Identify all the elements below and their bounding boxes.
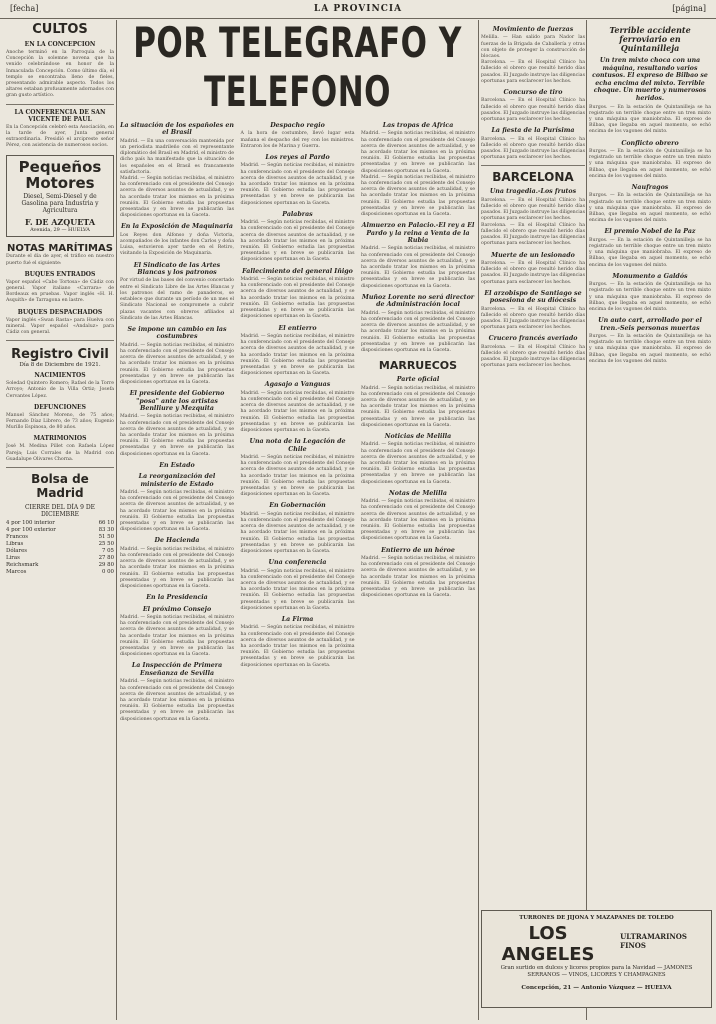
story-text: Burgos. — En la estación de Quintanilleja se ha registrado un terrible choque entre un tren mixto y una máquina que maniobraba. El expreso de Bilbao, que llegaba en aquel momento, se echó encima de los vagones del mixto. (589, 193, 711, 224)
notas-text: Durante el día de ayer, el tráfico en nuestro puerto fué el siguiente: (6, 254, 114, 266)
bolsa-table (6, 520, 114, 576)
bolsa-row-name: Marcos (6, 569, 27, 576)
story-heading: Despacho regio (270, 122, 325, 129)
cultos-heading: CULTOS (32, 22, 88, 37)
story-heading: Se impone un cambio en las costumbres (127, 325, 227, 341)
story-text: Burgos. — En la estación de Quintanilleja se ha registrado un terrible choque entre un tren mixto y una máquina que maniobraba. El expreso de Bilbao, que llegaba en aquel momento, se echó encima de los vagones del mixto. (589, 334, 711, 364)
story-text: Madrid. — Según noticias recibidas, el ministro ha conferenciado con el presidente del Consejo acerca de diversos asuntos de actualidad, y se ha acordado tratar los mismos en la próxima reunión. El Gobierno estudia las propuestas presentadas y en breve se publicarán las disposiciones oportunas en la Gaceta. (120, 490, 234, 533)
story-text: Melilla. — Han salido para Nador las fuerzas de la Brigada de Caballería y otras con objeto de proteger la construcción de blocaos. (481, 35, 585, 60)
story-text: Los Reyes don Alfonso y doña Victoria, acompañados de los infantes don Carlos y doña Luisa, estuvieron ayer tarde en el Retiro, visitando la Exposición de Maquinaria. (120, 232, 234, 257)
bolsa-row-value: 7 05 (101, 548, 114, 555)
story-heading: Movimiento de fuerzas (492, 26, 574, 33)
bolsa-row-name: Reichsmark (6, 562, 39, 569)
salidos-text: Vapor inglés «Swan Rasta» para Huelva con mineral. Vapor español «Andaluz» para Cádiz con general. (6, 317, 114, 336)
bottom-ad (481, 910, 712, 1008)
story-text: Madrid. — Según noticias recibidas, el ministro ha conferenciado con el presidente del Consejo acerca de diversos asuntos de actualidad, y se ha acordado tratar los mismos en la próxima reunión. El Gobierno estudia las propuestas presentadas y en breve se publicarán las disposiciones oportunas en la Gaceta. (120, 615, 234, 658)
defunciones-heading: DEFUNCIONES (34, 403, 86, 411)
bolsa-row-name: Francos (6, 534, 29, 541)
story-text: Madrid. — Según noticias recibidas, el ministro ha conferenciado con el presidente del Consejo acerca de diversos asuntos de actualidad, y se ha acordado tratar los mismos en la próxima reunión. El Gobierno estudia las propuestas presentadas y en breve se publicarán las disposiciones oportunas en la Gaceta. (240, 277, 355, 320)
motors-ad-name: F. DE AZQUETA (24, 217, 96, 228)
newspaper-name: LA PROVINCIA (313, 4, 403, 14)
nacimientos-heading: NACIMIENTOS (34, 372, 86, 380)
masthead-left: [fecha] (10, 4, 39, 13)
bolsa-row (6, 548, 114, 555)
story-heading: El presidente del Gobierno "posa" ante los artistas Benlliure y Mezquita (129, 390, 225, 412)
story-heading: Una tragedia.-Los frutos (489, 188, 577, 196)
story-text: Barcelona. — En el Hospital Clínico ha fallecido el obrero que resultó herido días pasados. El Juzgado instruye las diligencias oportunas para esclarecer los hechos. (481, 98, 585, 123)
bolsa-subheading: CIERRE DEL DÍA 9 DE DICIEMBRE (24, 504, 96, 519)
bolsa-row-value: 0 00 (101, 569, 114, 576)
story-heading: Fallecimiento del general Iñigo (242, 267, 353, 275)
story-text: Madrid. — Según noticias recibidas, el ministro ha conferenciado con el presidente del Consejo acerca de diversos asuntos de actualidad, y se ha acordado tratar los mismos en la próxima reunión. El Gobierno estudia las propuestas presentadas y en breve se publicarán las disposiciones oportunas en la Gaceta. (361, 556, 475, 599)
story-text: Barcelona. — En el Hospital Clínico ha fallecido el obrero que resultó herido días pasados. El Juzgado instruye las diligencias oportunas para esclarecer los hechos. (481, 306, 585, 331)
bolsa-heading: Bolsa de Madrid (31, 472, 89, 501)
divider (6, 340, 114, 341)
cultos-subheading: EN LA CONCEPCION (24, 41, 96, 48)
main-col-b (241, 118, 355, 723)
story-heading: La situación de los españoles en el Brasil (120, 122, 234, 137)
bolsa-row (6, 520, 114, 527)
defunciones-text: Manuel Sánchez Moreno, de 75 años; Fernando Díaz Librero, de 73 años; Eugenio Murillo Espinosa, de 80 años. (6, 412, 114, 431)
marruecos-heading: MARRUECOS (378, 359, 458, 373)
story-text: Barcelona. — En el Hospital Clínico ha fallecido el obrero que resultó herido días pasados. El Juzgado instruye las diligencias oportunas para esclarecer los hechos. (481, 197, 585, 222)
divider (6, 104, 114, 105)
main-title: POR TELEGRAFO Y TELEFONO (133, 22, 462, 117)
column-rule (586, 20, 587, 1020)
salidos-heading: BUQUES DESPACHADOS (17, 308, 103, 316)
entrados-text: Vapor español «Cabo Tortosa» de Cádiz con general. Vapor italiano «Carrara» de Bordeaux en pruebas. Vapor inglés «H. H. Asquith» de Tarragona en lastre. (6, 279, 114, 304)
bolsa-row-value: 66 10 (98, 520, 114, 527)
bottom-ad-header (482, 923, 711, 965)
story-text: Madrid. — Según noticias recibidas, el ministro ha conferenciado con el presidente del Consejo acerca de diversos asuntos de actualidad, y se ha acordado tratar los mismos en la próxima reunión. El Gobierno estudia las propuestas presentadas y en breve se publicarán las disposiciones oportunas en la Gaceta. (120, 679, 234, 722)
story-heading: El entierro (278, 324, 317, 332)
story-heading: Los reyes al Pardo (265, 154, 330, 162)
masthead (0, 0, 716, 19)
story-heading: Parte oficial (396, 376, 440, 384)
bolsa-row-value: 25 50 (98, 541, 114, 548)
bolsa-row-value: 51 50 (98, 534, 114, 541)
motors-ad (6, 155, 114, 237)
main-col-c (361, 118, 475, 723)
motors-ad-subtitle: Diesel, Semi-Diesel y de Gasolina para Industria y Agricultura (21, 193, 99, 215)
story-text: Madrid. — Según noticias recibidas, el ministro ha conferenciado con el presidente del Consejo acerca de diversos asuntos de actualidad, y se ha acordado tratar los mismos en la próxima reunión. El Gobierno estudia las propuestas presentadas y en breve se publicarán las disposiciones oportunas en la Gaceta. (240, 163, 355, 206)
story-heading: Una nota de la Legación de Chile (249, 438, 346, 453)
story-heading: Entierro de un héroe (381, 546, 455, 554)
story-heading: En la Exposición de Maquinaria (121, 223, 233, 231)
story-heading: Notas de Melilla (389, 489, 447, 497)
bolsa-row-name: Liras (6, 555, 20, 562)
story-heading: De Hacienda (154, 537, 200, 545)
story-text: Madrid. — Según noticias recibidas, el ministro ha conferenciado con el presidente del Consejo acerca de diversos asuntos de actualidad, y se ha acordado tratar los mismos en la próxima reunión. El Gobierno estudia las propuestas presentadas y en breve se publicarán las disposiciones oportunas en la Gaceta. (361, 310, 475, 353)
story-text: Barcelona. — En el Hospital Clínico ha fallecido el obrero que resultó herido días pasados. El Juzgado instruye las diligencias oportunas para esclarecer los hechos. (481, 344, 585, 369)
story-text: Madrid. — Según noticias recibidas, el ministro ha conferenciado con el presidente del Consejo acerca de diversos asuntos de actualidad, y se ha acordado tratar los mismos en la próxima reunión. El Gobierno estudia las propuestas presentadas y en breve se publicarán las disposiciones oportunas en la Gaceta. (120, 176, 234, 219)
registro-heading: Registro Civil (11, 347, 109, 363)
bolsa-row-name: Dólares (6, 548, 28, 555)
conferencia-heading: LA CONFERENCIA DE SAN VICENTE DE PAUL (14, 108, 106, 123)
story-heading: El premio Nobel de la Paz (604, 228, 696, 236)
bolsa-row-value: 27 80 (98, 555, 114, 562)
story-text: Madrid. — Según noticias recibidas, el ministro ha conferenciado con el presidente del Consejo acerca de diversos asuntos de actualidad, y se ha acordado tratar los mismos en la próxima reunión. El Gobierno estudia las propuestas presentadas y en breve se publicarán las disposiciones oportunas en la Gaceta. (120, 546, 234, 590)
story-heading: Conflicto obrero (621, 139, 679, 147)
main-three-columns (120, 118, 475, 723)
divider (6, 467, 114, 468)
story-text: Madrid. — Según noticias recibidas, el ministro ha conferenciado con el presidente del Consejo acerca de diversos asuntos de actualidad, y se ha acordado tratar los mismos en la próxima reunión. El Gobierno estudia las propuestas presentadas y en breve se publicarán las disposiciones oportunas en la Gaceta. (120, 342, 234, 385)
story-heading: Muerte de un lesionado (491, 251, 575, 259)
story-text: Barcelona. — En el Hospital Clínico ha fallecido el obrero que resultó herido días pasados. El Juzgado instruye las diligencias oportunas para esclarecer los hechos. (481, 260, 585, 285)
bolsa-row-value: 29 80 (98, 562, 114, 569)
story-heading: Naufragos (631, 184, 669, 191)
story-text: A la hora de costumbre, llevó lugar esta mañana el despacho del rey con los ministros. Entraron los de Marina y Guerra. (240, 131, 355, 149)
motors-ad-address: Avenida, 29 — HUELVA (30, 227, 90, 234)
story-text: Madrid. — Según noticias recibidas, el ministro ha conferenciado con el presidente del Consejo acerca de diversos asuntos de actualidad, y se ha acordado tratar los mismos en la próxima reunión. El Gobierno estudia las propuestas presentadas y en breve se publicarán las disposiciones oportunas en la Gaceta. (361, 442, 475, 485)
story-heading: Las tropas de Africa (382, 122, 454, 129)
nacimientos-text: Soledad Quintero Romero; Rafael de la Torre Arroyo; Antonio de la Villa Ortiz; Josefa Cervantes López. (6, 381, 114, 399)
bolsa-row (6, 555, 114, 562)
story-heading: Concurso de tiro (503, 89, 563, 97)
story-heading: Monumento a Galdós (612, 272, 688, 280)
conferencia-text: En la Concepción celebró esta Asociación, en la tarde de ayer, Junta general extraordinaria. Presidió el arcipreste señor Pérez, con asistencia de numerosos socios. (6, 124, 114, 149)
story-text: Madrid. — Según noticias recibidas, el ministro ha conferenciado con el presidente del Consejo acerca de diversos asuntos de actualidad, y se ha acordado tratar los mismos en la próxima reunión. El Gobierno estudia las propuestas presentadas y en breve se publicarán las disposiciones oportunas en la Gaceta. (240, 390, 355, 433)
story-heading: Almuerzo en Palacio.-El rey a El Pardo y la reina a Venta de la Rubia (361, 222, 475, 245)
matrimonios-heading: MATRIMONIOS (33, 435, 87, 443)
story-heading: La Firma (281, 616, 314, 624)
third-column (481, 22, 585, 1018)
story-heading: En Gobernación (269, 502, 326, 510)
left-column (6, 22, 114, 1018)
story-text: Madrid. — Según noticias recibidas, el ministro ha conferenciado con el presidente del Consejo acerca de diversos asuntos de actualidad, y se ha acordado tratar los mismos en la próxima reunión. El Gobierno estudia las propuestas presentadas y en breve se publicarán las disposiciones oportunas en la Gaceta. (240, 511, 355, 555)
bottom-ad-title: LOS ANGELES (501, 923, 595, 965)
bolsa-row-name: 4 por 100 interior (6, 520, 55, 527)
story-heading: Palabras (282, 210, 313, 218)
column-rule (478, 20, 479, 1020)
story-text: Barcelona. — En el Hospital Clínico ha fallecido el obrero que resultó herido días pasados. El Juzgado instruye las diligencias oportunas para esclarecer los hechos. (481, 222, 585, 247)
story-text: Madrid. — Según noticias recibidas, el ministro ha conferenciado con el presidente del Consejo acerca de diversos asuntos de actualidad, y se ha acordado tratar los mismos en la próxima reunión. El Gobierno estudia las propuestas presentadas y en breve se publicarán las disposiciones oportunas en la Gaceta. (240, 568, 355, 611)
barcelona-heading: BARCELONA (492, 170, 574, 185)
story-text: Madrid. — Según noticias recibidas, el ministro ha conferenciado con el presidente del Consejo acerca de diversos asuntos de actualidad, y se ha acordado tratar los mismos en la próxima reunión. El Gobierno estudia las propuestas presentadas y en breve se publicarán las disposiciones oportunas en la Gaceta. (361, 131, 475, 174)
story-text: Por virtud de las bases del convenio concertado entre el Sindicato Libre de las Artes Blancas y los patronos del ramo de panaderos, se establece que durante un período de un mes el Sindicato Nacional se compromete a cubrir plazas vacantes con obreros afiliados al Sindicato de las Artes Blancas. (120, 278, 234, 321)
column-rule (116, 20, 117, 1020)
story-heading: El próximo Consejo (142, 605, 212, 613)
story-text: Madrid. — Según noticias recibidas, el ministro ha conferenciado con el presidente del Consejo acerca de diversos asuntos de actualidad, y se ha acordado tratar los mismos en la próxima reunión. El Gobierno estudia las propuestas presentadas y en breve se publicarán las disposiciones oportunas en la Gaceta. (361, 174, 475, 218)
story-heading: En Estado (159, 461, 195, 469)
story-heading: Un auto cart, arrollado por el tren.-Seis personas muertas (598, 317, 702, 332)
motors-ad-title: Pequeños Motores (18, 158, 102, 193)
bolsa-row-name: Libras (6, 541, 24, 548)
bolsa-row (6, 527, 114, 534)
bolsa-row (6, 534, 114, 541)
story-text: Burgos. — En la estación de Quintanilleja se ha registrado un terrible choque entre un tren mixto y una máquina que maniobraba. El expreso de Bilbao, que llegaba en aquel momento, se echó encima de los vagones del mixto. (589, 104, 711, 135)
bolsa-row-value: 83 30 (98, 527, 114, 534)
entrados-heading: BUQUES ENTRADOS (24, 270, 96, 278)
right-column (589, 22, 711, 1018)
bolsa-row-name: 4 por 100 exterior (6, 527, 56, 534)
story-text: Madrid. — Según noticias recibidas, el ministro ha conferenciado con el presidente del Consejo acerca de diversos asuntos de actualidad, y se ha acordado tratar los mismos en la próxima reunión. El Gobierno estudia las propuestas presentadas y en breve se publicarán las disposiciones oportunas en la Gaceta. (361, 385, 475, 428)
story-heading: Agasajo a Vanguas (264, 381, 331, 389)
story-heading: Muñoz Lorente no será director de Administración local (361, 293, 475, 309)
story-text: Madrid. — Según noticias recibidas, el ministro ha conferenciado con el presidente del Consejo acerca de diversos asuntos de actualidad, y se ha acordado tratar los mismos en la próxima reunión. El Gobierno estudia las propuestas presentadas y en breve se publicarán las disposiciones oportunas en la Gaceta. (361, 499, 475, 542)
notas-heading: NOTAS MARÍTIMAS (7, 243, 113, 255)
story-text: Burgos. — En la estación de Quintanilleja se ha registrado un terrible choque entre un tren mixto y una máquina que maniobraba. El expreso de Bilbao, que llegaba en aquel momento, se echó encima de los vagones del mixto. (589, 237, 711, 268)
lead-text: Un tren mixto choca con una máquina, resultando varios contusos. El expreso de Bilbao se echa encima del mixto. Terrible choque. Un muerto y numerosos heridos. (592, 57, 708, 102)
story-heading: Terrible accidente ferroviario en Quintanilleja (609, 25, 691, 53)
story-text: Madrid. — Según noticias recibidas, el ministro ha conferenciado con el presidente del Consejo acerca de diversos asuntos de actualidad, y se ha acordado tratar los mismos en la próxima reunión. El Gobierno estudia las propuestas presentadas y en breve se publicarán las disposiciones oportunas en la Gaceta. (240, 454, 355, 498)
story-text: Burgos. — En la estación de Quintanilleja se ha registrado un terrible choque entre un tren mixto y una máquina que maniobraba. El expreso de Bilbao, que llegaba en aquel momento, se echó encima de los vagones del mixto. (589, 282, 711, 313)
registro-date: Día 8 de Diciembre de 1921. (19, 362, 101, 369)
masthead-right: [página] (672, 4, 706, 13)
story-text: Madrid. — Según noticias recibidas, el ministro ha conferenciado con el presidente del Consejo acerca de diversos asuntos de actualidad, y se ha acordado tratar los mismos en la próxima reunión. El Gobierno estudia las propuestas presentadas y en breve se publicarán las disposiciones oportunas en la Gaceta. (120, 414, 234, 457)
bolsa-row (6, 562, 114, 569)
story-heading: Una conferencia (268, 559, 327, 567)
story-heading: Noticias de Melilla (384, 432, 452, 440)
story-heading: La reorganización del ministerio de Estado (138, 473, 216, 488)
bottom-ad-footer: Concepción, 21 — Antonio Vázquez — HUELVA (521, 985, 672, 991)
story-heading: En la Presidencia (146, 594, 208, 602)
story-text: Madrid. — Según noticias recibidas, el ministro ha conferenciado con el presidente del Consejo acerca de diversos asuntos de actualidad, y se ha acordado tratar los mismos en la próxima reunión. El Gobierno estudia las propuestas presentadas y en breve se publicarán las disposiciones oportunas en la Gaceta. (240, 220, 355, 263)
story-heading: El Sindicato de las Artes Blancas y los patronos (133, 261, 221, 277)
story-text: Madrid. — Según noticias recibidas, el ministro ha conferenciado con el presidente del Consejo acerca de diversos asuntos de actualidad, y se ha acordado tratar los mismos en la próxima reunión. El Gobierno estudia las propuestas presentadas y en breve se publicarán las disposiciones oportunas en la Gaceta. (240, 625, 355, 668)
matrimonios-text: José M. Medina Pillet con Rafaela López Pareja; Luis Corrales de la Madrid con Guadalupe Olivares Chorna. (6, 444, 114, 462)
story-text: Madrid. — Según noticias recibidas, el ministro ha conferenciado con el presidente del Consejo acerca de diversos asuntos de actualidad, y se ha acordado tratar los mismos en la próxima reunión. El Gobierno estudia las propuestas presentadas y en breve se publicarán las disposiciones oportunas en la Gaceta. (361, 246, 475, 289)
bottom-ad-text: Gran surtido en dulces y licores propios para la Navidad — JAMONES SERRANOS — VINOS, LICORES Y CHAMPAGNES (500, 965, 693, 978)
main-col-a (120, 118, 234, 723)
story-text: Madrid. — En una conversación mantenida por un periodista madrileño con el representante diplomático del Brasil en Madrid, el ministro de dicho país ha manifestado que la situación de los españoles en el Brasil es francamente satisfactoria. (120, 138, 234, 175)
bottom-ad-top: TURRONES DE JIJONA Y MAZAPANES DE TOLEDO (519, 915, 674, 921)
divider (481, 165, 585, 166)
bolsa-row (6, 569, 114, 576)
story-heading: La fiesta de la Purísima (491, 127, 575, 135)
main-column (120, 22, 475, 1018)
story-heading: El arzobispo de Santiago se posesiona de su diócesis (484, 289, 582, 305)
bottom-ad-subtitle: ULTRAMARINOS FINOS (620, 932, 687, 950)
story-heading: La Inspección de Primera Enseñanza de Sevilla (131, 662, 223, 677)
story-text: Barcelona. — En el Hospital Clínico ha fallecido el obrero que resultó herido días pasados. El Juzgado instruye las diligencias oportunas para esclarecer los hechos. (481, 60, 585, 84)
story-text: Burgos. — En la estación de Quintanilleja se ha registrado un terrible choque entre un tren mixto y una máquina que maniobraba. El expreso de Bilbao, que llegaba en aquel momento, se echó encima de los vagones del mixto. (589, 148, 711, 179)
cultos-text: Anoche terminó en la Parroquia de la Concepción la solemne novena que ha venido celebrándose en honor de la Inmaculada Concepción. Como último día, el templo se encontraba lleno de fieles, presentando admirable aspecto. Todos los altares estaban profusamente adornados con gran gusto artístico. (6, 50, 114, 99)
story-heading: Crucero francés averiado (488, 335, 578, 343)
story-text: Madrid. — Según noticias recibidas, el ministro ha conferenciado con el presidente del Consejo acerca de diversos asuntos de actualidad, y se ha acordado tratar los mismos en la próxima reunión. El Gobierno estudia las propuestas presentadas y en breve se publicarán las disposiciones oportunas en la Gaceta. (240, 333, 355, 377)
story-text: Barcelona. — En el Hospital Clínico ha fallecido el obrero que resultó herido días pasados. El Juzgado instruye las diligencias oportunas para esclarecer los hechos. (481, 136, 585, 161)
